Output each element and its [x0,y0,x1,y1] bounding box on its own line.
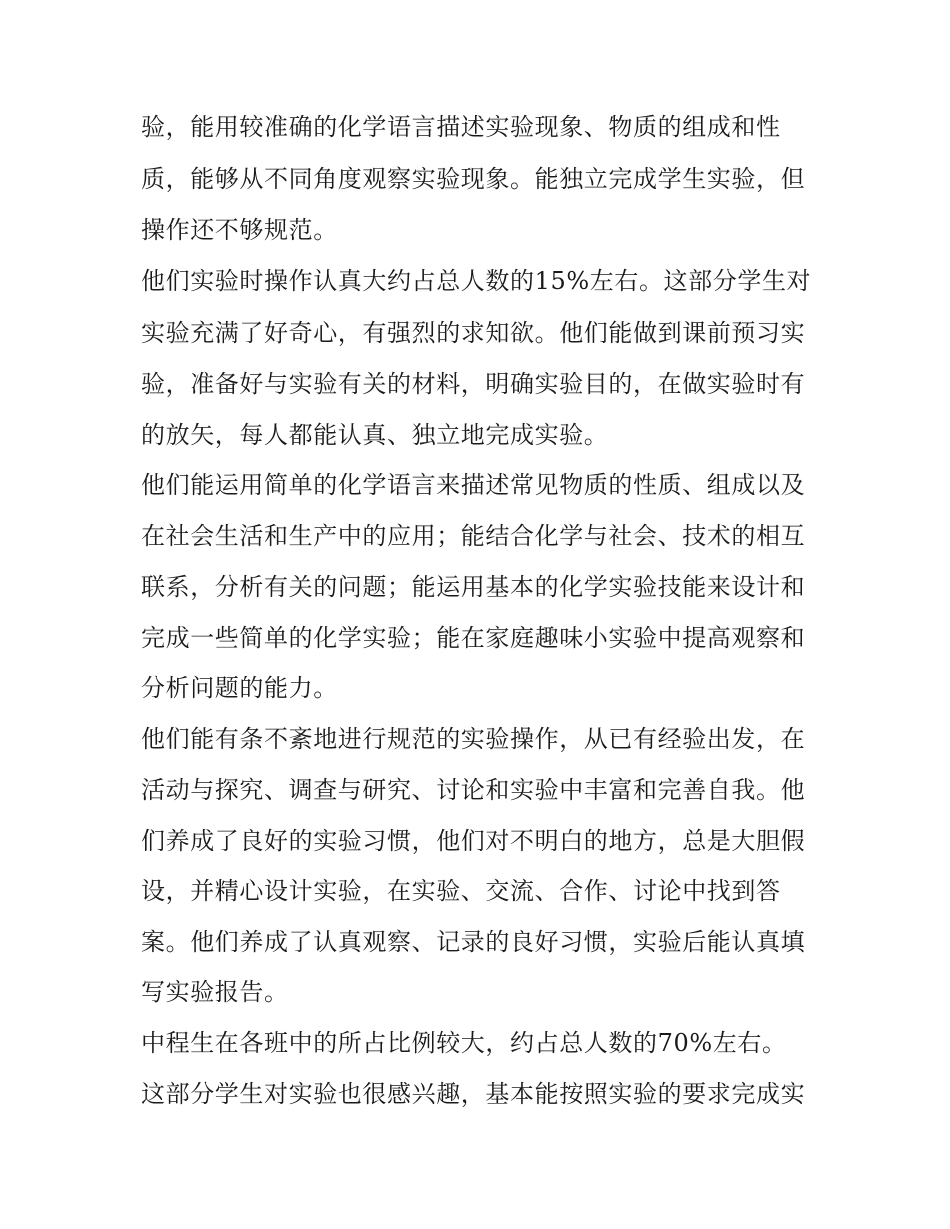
text-line: 这部分学生对实验也很感兴趣，基本能按照实验的要求完成实 [141,1080,806,1108]
text-line: 联系，分析有关的问题；能运用基本的化学实验技能来设计和 [141,573,806,601]
text-line: 们养成了良好的实验习惯，他们对不明白的地方，总是大胆假 [141,827,806,855]
text-line: 验，能用较准确的化学语言描述实验现象、物质的组成和性 [141,113,781,141]
text-line: 验，准备好与实验有关的材料，明确实验目的，在做实验时有 [141,370,806,398]
text-line: 分析问题的能力。 [141,674,338,702]
text-line: 他们能有条不紊地进行规范的实验操作，从已有经验出发，在 [141,725,806,753]
text-line: 他们实验时操作认真大约占总人数的15%左右。这部分学生对 [141,267,812,295]
text-line: 设，并精心设计实验，在实验、交流、合作、讨论中找到答 [141,877,781,905]
text-line: 操作还不够规范。 [141,216,338,244]
text-line: 在社会生活和生产中的应用；能结合化学与社会、技术的相互 [141,522,806,550]
text-line: 活动与探究、调查与研究、讨论和实验中丰富和完善自我。他 [141,776,806,804]
text-line: 案。他们养成了认真观察、记录的良好习惯，实验后能认真填 [141,928,806,956]
text-line: 质，能够从不同角度观察实验现象。能独立完成学生实验，但 [141,165,806,193]
text-line: 写实验报告。 [141,978,289,1006]
text-line: 中程生在各班中的所占比例较大，约占总人数的70%左右。 [141,1029,787,1057]
text-line: 的放矢，每人都能认真、独立地完成实验。 [141,421,609,449]
text-line: 完成一些简单的化学实验；能在家庭趣味小实验中提高观察和 [141,624,806,652]
text-line: 实验充满了好奇心，有强烈的求知欲。他们能做到课前预习实 [141,319,806,347]
text-line: 他们能运用简单的化学语言来描述常见物质的性质、组成以及 [141,471,806,499]
